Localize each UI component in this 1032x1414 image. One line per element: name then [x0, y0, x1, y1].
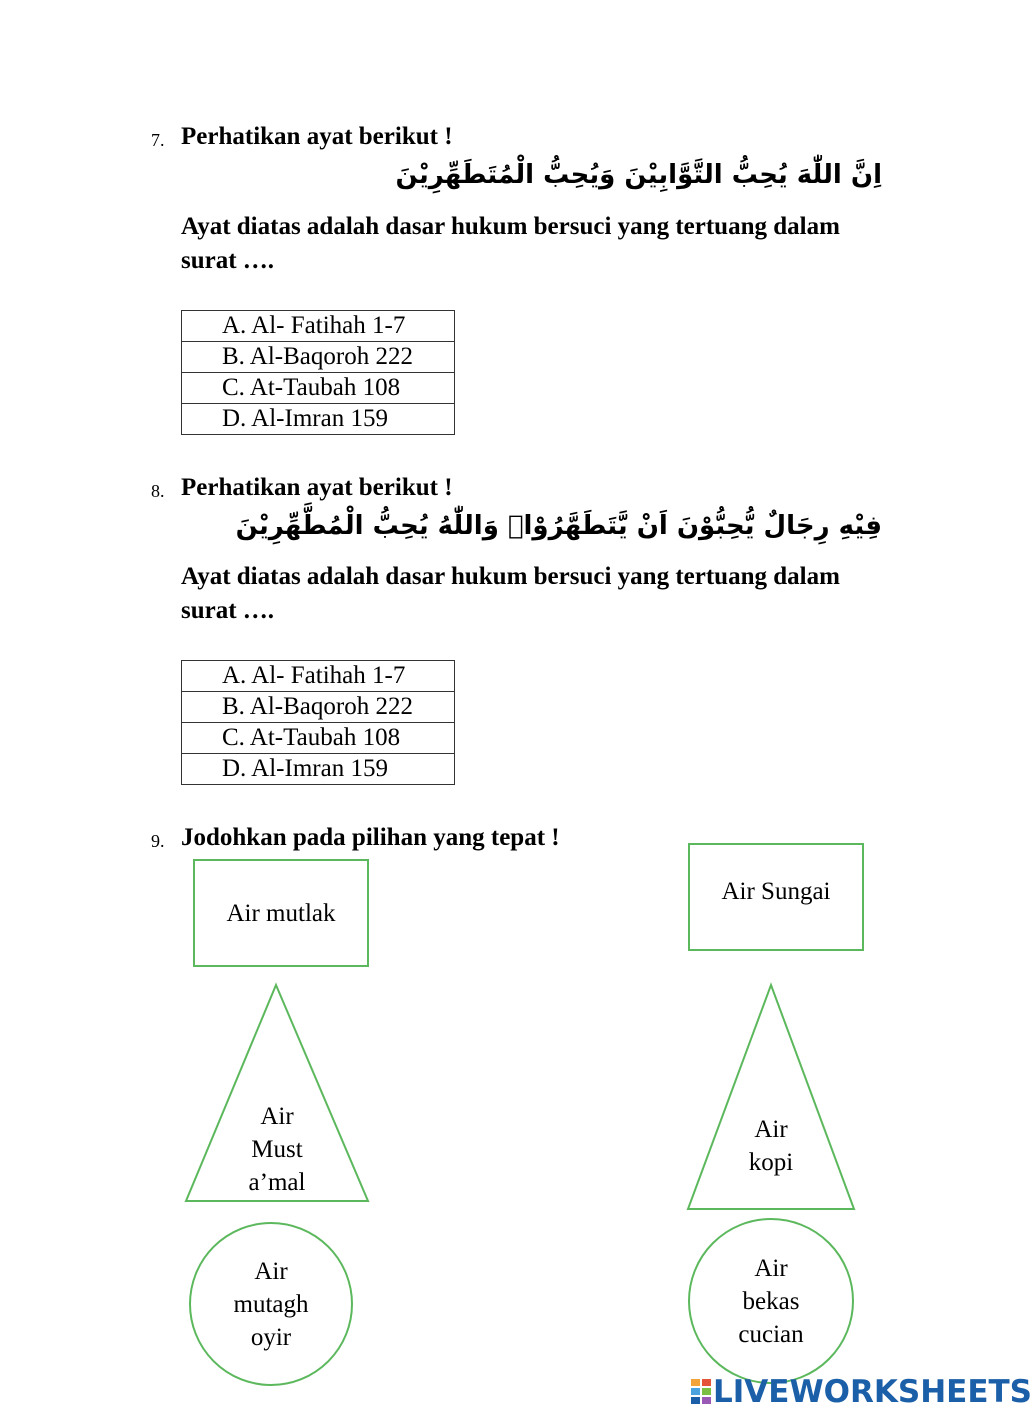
circle-left-line-3: oyir — [250, 1323, 292, 1351]
question-7-options — [181, 310, 455, 435]
question-8-title: Perhatikan ayat berikut ! — [181, 474, 453, 501]
triangle-right-line-2: kopi — [748, 1149, 794, 1176]
question-9-number: 9. — [151, 831, 165, 851]
circle-right-line-3: cucian — [738, 1320, 804, 1348]
match-box-air-mutlak[interactable] — [193, 859, 369, 967]
match-triangle-left-label — [227, 1100, 327, 1199]
question-7-option-d[interactable]: D. Al-Imran 159 — [182, 404, 455, 435]
match-box-air-sungai[interactable] — [688, 843, 864, 951]
triangle-left-line-2: Must — [251, 1136, 303, 1163]
match-box-air-mutlak-label: Air mutlak — [226, 899, 336, 927]
question-7-text: Ayat diatas adalah dasar hukum bersuci yang tertuang dalam surat …. — [181, 213, 840, 274]
triangle-left-line-3: a’mal — [248, 1169, 306, 1196]
circle-left-line-2: mutagh — [233, 1290, 309, 1318]
circle-right-line-1: Air — [754, 1254, 788, 1282]
question-7-option-b[interactable]: B. Al-Baqoroh 222 — [182, 342, 455, 373]
question-8-option-b[interactable]: B. Al-Baqoroh 222 — [182, 692, 455, 723]
circle-left-line-1: Air — [254, 1257, 288, 1285]
triangle-left-line-1: Air — [260, 1103, 294, 1130]
liveworksheets-logo — [691, 1374, 1032, 1410]
question-7-option-c[interactable]: C. At-Taubah 108 — [182, 373, 455, 404]
question-8-number: 8. — [151, 481, 165, 501]
question-7-arabic-verse: اِنَّ اللّٰهَ يُحِبُّ التَّوَّابِيْنَ وَيُحِبُّ الْمُتَطَهِّرِيْنَ — [395, 160, 882, 190]
match-box-air-sungai-label: Air Sungai — [721, 878, 831, 905]
question-8-options — [181, 660, 455, 785]
question-7-title: Perhatikan ayat berikut ! — [181, 123, 453, 150]
question-7-number: 7. — [151, 130, 165, 150]
question-8-option-a[interactable]: A. Al- Fatihah 1-7 — [182, 661, 455, 692]
question-9-title: Jodohkan pada pilihan yang tepat ! — [181, 824, 560, 851]
question-8-option-d[interactable]: D. Al-Imran 159 — [182, 754, 455, 785]
question-8-arabic-verse: فِيْهِ رِجَالٌ يُّحِبُّوْنَ اَنْ يَّتَطَهَّرُوْاۗ وَاللّٰهُ يُحِبُّ الْمُطَّهِّرِيْنَ — [235, 511, 882, 541]
question-7-option-a[interactable]: A. Al- Fatihah 1-7 — [182, 311, 455, 342]
circle-right-label — [738, 1252, 803, 1351]
liveworksheets-logo-icon — [691, 1377, 713, 1407]
circle-right-line-2: bekas — [742, 1287, 800, 1315]
match-circle-left[interactable] — [189, 1222, 353, 1386]
triangle-right-line-1: Air — [754, 1116, 788, 1143]
liveworksheets-logo-text: LIVEWORKSHEETS — [713, 1374, 1032, 1410]
match-triangle-right-label — [721, 1113, 821, 1179]
question-8-option-c[interactable]: C. At-Taubah 108 — [182, 723, 455, 754]
question-8-text: Ayat diatas adalah dasar hukum bersuci yang tertuang dalam surat …. — [181, 563, 840, 624]
circle-left-label — [234, 1255, 309, 1354]
match-circle-right[interactable] — [688, 1218, 854, 1384]
